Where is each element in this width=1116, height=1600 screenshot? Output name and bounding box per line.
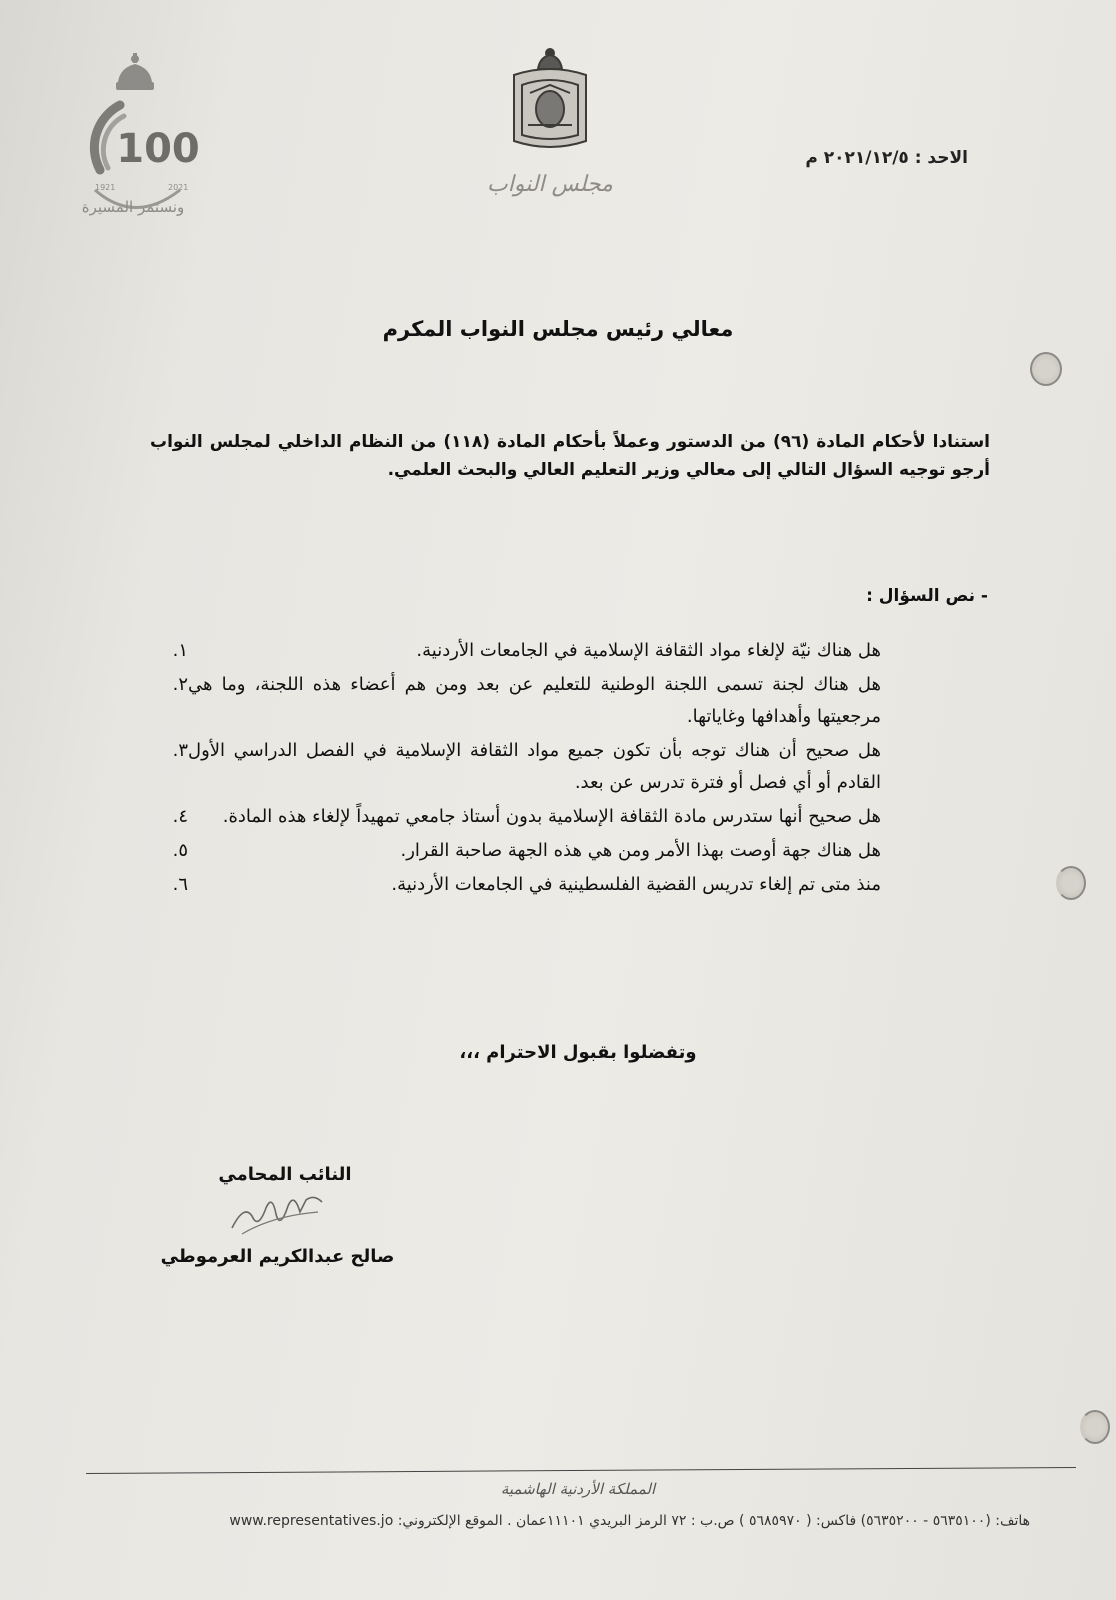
footer-contact-details: هاتف: (٥٦٣٥١٠٠ - ٥٦٣٥٢٠٠) فاكس: ( ٥٦٨٥٩٧٠ ) ص.ب : ٧٢ الرمز البريدي ١١١٠١عمان . الموقع الإلكتروني: xyxy=(397,1513,1030,1529)
council-logo-text: مجلس النواب xyxy=(487,172,613,197)
question-text: منذ متى تم إلغاء تدريس القضية الفلسطينية في الجامعات الأردنية. xyxy=(391,874,881,895)
centenary-end-year: 2021 xyxy=(168,183,189,192)
intro-paragraph: استنادا لأحكام المادة (٩٦) من الدستور وعملاً بأحكام المادة (١١٨) من النظام الداخلي لمجلس النواب أرجو توجيه السؤال التالي إلى معالي وزير التعليم العالي والبحث العلمي. xyxy=(150,432,990,480)
question-text: هل صحيح أن هناك توجه بأن تكون جميع مواد الثقافة الإسلامية في الفصل الدراسي الأول القادم أو أي فصل أو فترة تدرس عن بعد. xyxy=(188,740,881,793)
footer-emblem-text: المملكة الأردنية الهاشمية xyxy=(500,1480,656,1498)
questions-heading: - نص السؤال : xyxy=(866,586,988,606)
punch-hole xyxy=(1080,1410,1110,1444)
question-text: هل هناك جهة أوصت بهذا الأمر ومن هي هذه الجهة صاحبة القرار. xyxy=(400,840,881,861)
question-text: هل هناك نيّة لإلغاء مواد الثقافة الإسلامية في الجامعات الأردنية. xyxy=(416,640,881,661)
question-number: ٤. xyxy=(172,806,188,827)
footer-website-link[interactable]: www.representatives.jo xyxy=(229,1513,394,1529)
question-item xyxy=(150,635,885,667)
centenary-caption: ونستمر المسيرة xyxy=(81,198,185,216)
question-number: ٥. xyxy=(172,840,188,861)
questions-list xyxy=(150,635,885,903)
question-number: ٣. xyxy=(172,740,188,761)
centenary-number: 100 xyxy=(116,126,200,172)
question-item xyxy=(150,735,885,799)
footer-contact xyxy=(150,1513,1030,1529)
closing-line: وتفضلوا بقبول الاحترام ،،، xyxy=(459,1042,697,1063)
punch-hole xyxy=(1030,352,1062,386)
question-number: ٦. xyxy=(172,874,188,895)
signer-title: النائب المحامي xyxy=(218,1164,352,1185)
question-number: ١. xyxy=(172,640,188,661)
punch-hole xyxy=(1056,866,1086,900)
question-item xyxy=(150,835,885,867)
coat-of-arms-icon xyxy=(500,45,600,155)
question-number: ٢. xyxy=(172,674,188,695)
question-text: هل هناك لجنة تسمى اللجنة الوطنية للتعليم عن بعد ومن هم أعضاء هذه اللجنة، وما هي مرجعيتها وأهدافها وغاياتها. xyxy=(188,674,881,727)
footer-divider xyxy=(86,1467,1076,1474)
question-item xyxy=(150,869,885,901)
centenary-start-year: 1921 xyxy=(95,183,116,192)
question-item xyxy=(150,801,885,833)
addressee-heading: معالي رئيس مجلس النواب المكرم xyxy=(382,317,734,341)
question-item xyxy=(150,669,885,733)
signer-name: صالح عبدالكريم العرموطي xyxy=(160,1246,395,1267)
question-text: هل صحيح أنها ستدرس مادة الثقافة الإسلامية بدون أستاذ جامعي تمهيداً لإلغاء هذه المادة. xyxy=(222,806,881,827)
document-date: الاحد : ٢٠٢١/١٢/٥ م xyxy=(805,148,968,168)
handwritten-signature xyxy=(222,1186,332,1241)
